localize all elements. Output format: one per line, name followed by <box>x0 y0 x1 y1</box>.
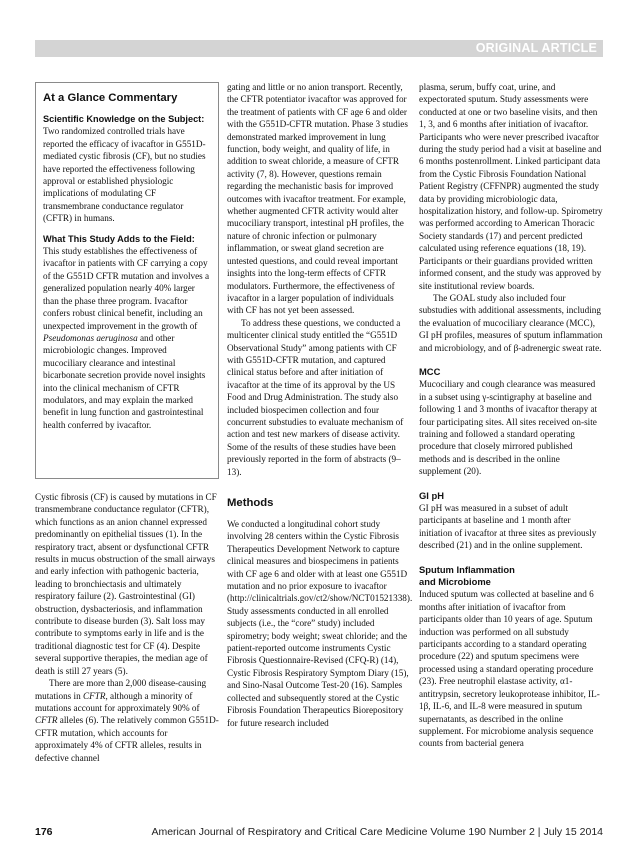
column-3 <box>419 81 603 750</box>
intro-paragraph-4: To address these questions, we conducted a multicenter clinical study entitled the “G551D Observational Study” among patients with CF with G551D-CFTR mutation, and captured clinical status before and after initiation of ivacaftor at the time of its approval by the US Food and Drug Administration. The study also included biospecimen collection and four concurrent substudies to evaluate mechanism of action and test new markers of disease activity. Some of the results of these studies have been previously reported in the form of abstracts (9–13). <box>227 317 404 477</box>
glance-lead-adds: What This Study Adds to the Field: <box>43 233 195 244</box>
glance-title: At a Glance Commentary <box>43 92 178 104</box>
column-1 <box>35 491 219 764</box>
page-number: 176 <box>35 826 53 838</box>
journal-citation: American Journal of Respiratory and Critical Care Medicine Volume 190 Number 2 | July 15 2014 <box>151 826 603 838</box>
intro-paragraph-1: Cystic fibrosis (CF) is caused by mutations in CF transmembrane conductance regulator (CFTR), which functions as an anion channel expressed predominantly on epithelial tissues (1). In the respiratory tract, absent or dysfunctional CFTR results in mucus obstruction of the small airways and early infection with pathogenic bacteria, leading to bronchiectasis and ultimately respiratory failure (2). Gastrointestinal (GI) obstruction, dysbacteriosis, and inflammation contribute to disease burden (3). Salt loss may contribute to symptoms early in life and is the traditional diagnostic test for CF (4). Despite several supportive therapies, the median age of death is still 27 years (5). <box>35 492 217 676</box>
methods-paragraph-1: We conducted a longitudinal cohort study involving 28 centers within the Cystic Fibrosis Therapeutics Development Network to capture clinical measures and biospecimens in patients with CF age 6 and older with at least one G551D mutation and no prior exposure to ivacaftor (http://clinicaltrials.gov/ct2/show/NCT01521338). Study assessments conducted in all enrolled subjects (i.e., the “core” study) included spirometry; body weight; sweat chloride; and the patient-reported outcome instruments Cystic Fibrosis Questionnaire-Revised (CFQ-R) (14), Cystic Fibrosis Respiratory Symptom Diary (15), and Sino-Nasal Outcome Test-20 (16). Samples collected and subsequently stored at the Cystic Fibrosis Foundation Therapeutics Biorepository for future research included <box>227 519 413 728</box>
article-type-banner <box>35 40 603 57</box>
intro-p2-a: There are more than 2,000 disease-causing mutations in <box>35 678 207 701</box>
sputum-heading <box>419 564 603 589</box>
glance-lead-knowledge: Scientific Knowledge on the Subject: <box>43 114 205 124</box>
page-footer <box>35 826 603 840</box>
sputum-heading-line-2: and Microbiome <box>419 576 491 588</box>
intro-paragraph-3: gating and little or no anion transport. Recently, the CFTR potentiator ivacaftor was approved for the treatment of patients with CF age 6 and older with the G551D-CFTR mutation. Phase 3 studies demonstrated marked improvement in lung function, body weight, and quality of life, in addition to sweat chloride, a measure of CFTR activity (7, 8). However, questions remain regarding the mechanistic basis for improved outcomes with ivacaftor treatment. For example, whether augmented CFTR activity would alter mucociliary transport, intestinal pH profiles, the nature of chronic infection or pulmonary inflammation, or sweat gland secretion are untested questions, and could reveal important insights into the long-term effects of CFTR modulators. Furthermore, the effectiveness of ivacaftor in a larger population of individuals with CF has not yet been assessed. <box>227 82 408 316</box>
methods-paragraph-3: The GOAL study also included four substudies with additional assessments, including the evaluation of mucociliary clearance (MCC), GI pH profiles, measures of sputum inflammation and microbiology, and of β-adrenergic sweat rate. <box>419 292 603 353</box>
intro-p2-italic-1: CFTR <box>82 690 106 701</box>
intro-paragraph-2 <box>35 677 219 764</box>
column-2 <box>227 81 411 729</box>
at-a-glance-box <box>35 82 219 479</box>
intro-p2-b: , although a minority of mutations account for approximately 90% of <box>35 690 200 713</box>
mcc-paragraph: Mucociliary and cough clearance was measured in a subset using γ-scintigraphy at baseline and following 1 and 3 months of ivacaftor therapy at four participating sites. All sites received on-site training and followed a standard operating procedure that closely mirrored published methods and is described in the online supplement (20). <box>419 379 598 477</box>
sputum-paragraph: Induced sputum was collected at baseline and 6 months after initiation of ivacaftor from participants older than 10 years of age. Sputum induction was performed on all substudy participants according to a standard operating procedure (22) and sputum specimens were processed using a standard operating procedure (23). Free neutrophil elastase activity, α1-antitrypsin, secretory leukoprotease inhibitor, IL-1β, IL-6, and IL-8 were measured in sputum supernatants, as described in the online supplement. For microbiome analysis sequence counts from bacterial genera <box>419 589 600 749</box>
methods-heading: Methods <box>227 497 274 509</box>
intro-p2-italic-2: CFTR <box>35 715 58 726</box>
glance-section-adds <box>43 233 211 432</box>
sputum-heading-line-1: Sputum Inflammation <box>419 563 515 575</box>
gi-ph-paragraph: GI pH was measured in a subset of adult participants at baseline and 1 month after initiation of ivacaftor at three sites as previously described (21) and in the online supplement. <box>419 503 597 551</box>
glance-section-knowledge <box>43 113 211 225</box>
gi-ph-heading: GI pH <box>419 489 444 501</box>
glance-body-adds-b: and other microbiologic changes. Improved mucociliary clearance and intestinal bicarbonate secretion provide novel insights into the clinical mechanism of CFTR modulators, and may explain the marked benefit in lung function and gastrointestinal health conferred by ivacaftor. <box>43 332 206 430</box>
glance-body-adds-italic: Pseudomonas aeruginosa <box>43 332 138 343</box>
glance-body-knowledge: Two randomized controlled trials have reported the efficacy of ivacaftor in G551D-mediated cystic fibrosis (CF), but no studies have reported the effectiveness following approval or established physiologic implications of modulating CF transmembrane conductance regulator (CFTR) in humans. <box>43 126 206 224</box>
methods-paragraph-2: plasma, serum, buffy coat, urine, and expectorated sputum. Study assessments were conducted at one or two baseline visits, and then 1, 3, and 6 months after initiation of ivacaftor. Participants who were never prescribed ivacaftor during the study period had a visit at baseline and 6 months postenrollment. Linked participant data from the Cystic Fibrosis Foundation National Patient Registry (CFFNPR) augmented the study data by providing microbiologic data, hospitalization history, and follow-up. Spirometry was performed according to American Thoracic Society standards (17) and percent predicted calculated using reference equations (18, 19). Participants or their guardians provided written informed consent, and the study was approved by site institutional review boards. <box>419 82 603 291</box>
glance-body-adds-a: This study establishes the effectiveness of ivacaftor in patients with CF carrying a copy of the G551D CFTR mutation and involves a generalized population nearly 40% larger than the phase three program. Ivacaftor confers robust clinical benefit, including an unexpected improvement in the growth of <box>43 246 210 331</box>
intro-p2-c: alleles (6). The relatively common G551D-CFTR mutation, which accounts for approximately 4% of CFTR alleles, results in defective channel <box>35 715 219 763</box>
article-type-label: ORIGINAL ARTICLE <box>475 41 597 55</box>
mcc-heading: MCC <box>419 365 441 377</box>
